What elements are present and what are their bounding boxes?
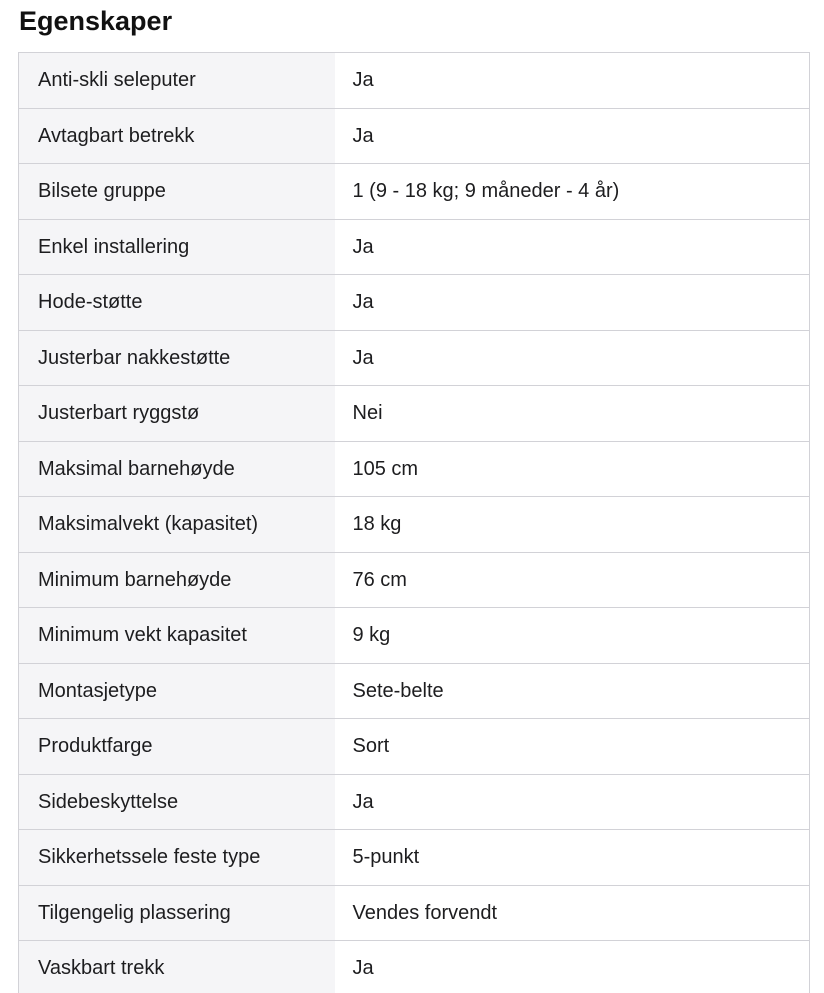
section-title: Egenskaper [19,6,173,36]
spec-value: 105 cm [335,441,810,497]
table-row [19,941,810,993]
spec-value: Ja [335,330,810,386]
spec-value: Ja [335,108,810,164]
table-row [19,275,810,331]
spec-label: Maksimal barnehøyde [19,441,335,497]
spec-label: Justerbart ryggstø [19,386,335,442]
spec-value: Ja [335,275,810,331]
spec-value: Nei [335,386,810,442]
table-row [19,441,810,497]
spec-value: 18 kg [335,497,810,553]
spec-label: Minimum barnehøyde [19,552,335,608]
spec-value: 1 (9 - 18 kg; 9 måneder - 4 år) [335,164,810,220]
table-row [19,774,810,830]
spec-label: Maksimalvekt (kapasitet) [19,497,335,553]
spec-value: Vendes forvendt [335,885,810,941]
spec-label: Avtagbart betrekk [19,108,335,164]
table-row [19,164,810,220]
spec-value: 9 kg [335,608,810,664]
specifications-table-body [19,53,810,993]
table-row [19,219,810,275]
table-row [19,386,810,442]
table-row [19,108,810,164]
spec-label: Minimum vekt kapasitet [19,608,335,664]
table-row [19,608,810,664]
spec-value: Sete-belte [335,663,810,719]
spec-label: Sikkerhetssele feste type [19,830,335,886]
spec-label: Hode-støtte [19,275,335,331]
table-row [19,830,810,886]
spec-value: Ja [335,53,810,109]
table-row [19,330,810,386]
spec-value: Ja [335,774,810,830]
spec-label: Anti-skli seleputer [19,53,335,109]
table-row [19,885,810,941]
table-row [19,663,810,719]
spec-value: 76 cm [335,552,810,608]
spec-label: Bilsete gruppe [19,164,335,220]
spec-value: Sort [335,719,810,775]
table-row [19,497,810,553]
spec-label: Produktfarge [19,719,335,775]
table-row [19,53,810,109]
table-row [19,719,810,775]
spec-label: Sidebeskyttelse [19,774,335,830]
spec-label: Tilgengelig plassering [19,885,335,941]
spec-label: Vaskbart trekk [19,941,335,993]
spec-value: Ja [335,219,810,275]
spec-value: 5-punkt [335,830,810,886]
spec-label: Montasjetype [19,663,335,719]
spec-value: Ja [335,941,810,993]
specifications-table [18,52,810,993]
table-row [19,552,810,608]
spec-label: Justerbar nakkestøtte [19,330,335,386]
spec-label: Enkel installering [19,219,335,275]
